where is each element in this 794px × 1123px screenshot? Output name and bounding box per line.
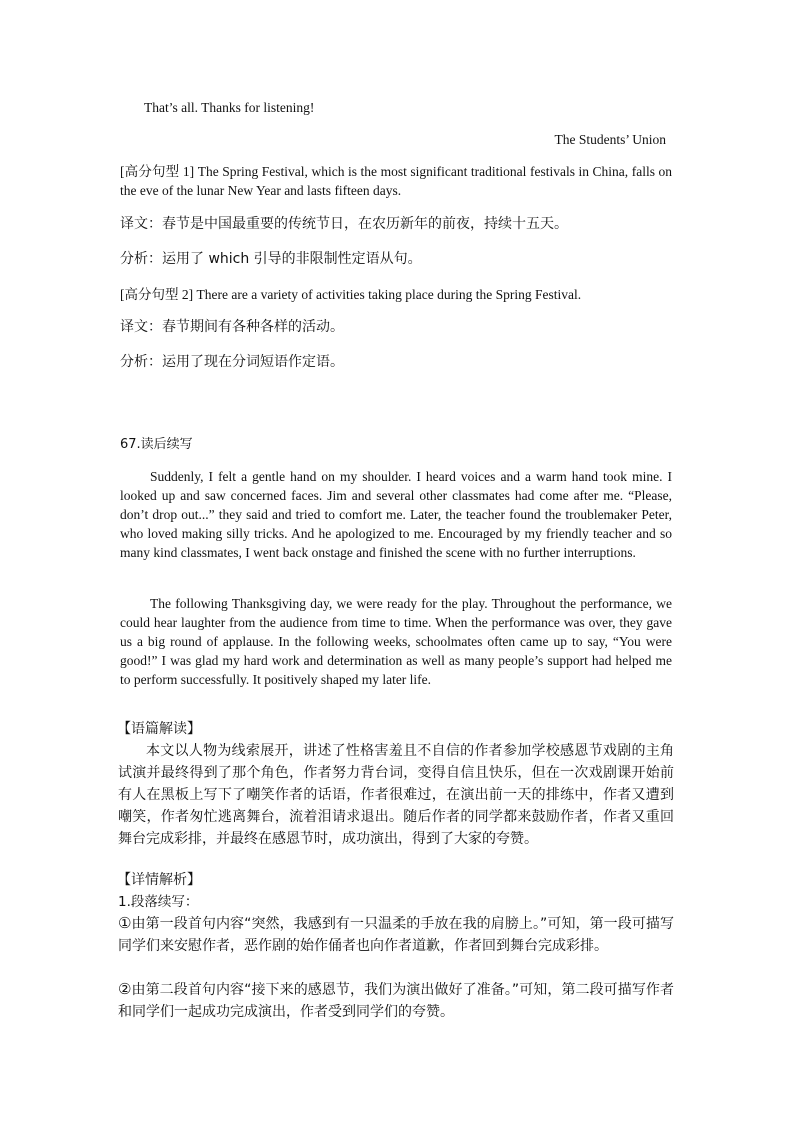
reading-body: 本文以人物为线索展开，讲述了性格害羞且不自信的作者参加学校感恩节戏剧的主角试演并最终得到了那个角色，作者努力背台词，变得自信且快乐，但在一次戏剧课开始前有人在黑板上写下了嘲笑作者的话语，作者很难过，在演出前一天的排练中，作者又遭到嘲笑，作者匆忙逃离舞台，流着泪请求退出。随后作者的同学都来鼓励作者，作者又重回舞台完成彩排，并最终在感恩节时，成功演出，得到了大家的夸赞。	[118, 743, 674, 847]
highlight-analysis-1: 分析：运用了 which 引导的非限制性定语从句。	[120, 251, 422, 267]
item-text: 由第一段首句内容“突然，我感到有一只温柔的手放在我的肩膀上。”可知，第一段可描写同学们来安慰作者，恶作剧的始作俑者也向作者道歉，作者回到舞台完成彩排。	[118, 916, 674, 954]
reading-heading: 【语篇解读】	[117, 721, 201, 737]
analysis-item-2	[118, 978, 674, 1023]
highlight-sentence-2	[120, 285, 672, 304]
analysis-subheading: 1.段落续写：	[118, 894, 199, 910]
highlight-text: There are a variety of activities taking place during the Spring Festival.	[196, 287, 582, 302]
analysis-item-1	[118, 912, 674, 957]
analysis-heading: 【详情解析】	[117, 872, 201, 888]
continuation-paragraph-2: The following Thanksgiving day, we were ready for the play. Throughout the performance, we could hear laughter from the audience from time to time. When the performance was over, they gave us a big round of applause. In the following weeks, schoolmates often came up to say, “You were good!” I was glad my hard work and determination as well as many people’s support had helped me to perform successfully. It positively shaped my later life.	[120, 596, 672, 687]
closing-thanks: That’s all. Thanks for listening!	[144, 100, 315, 115]
highlight-label: [高分句型 2]	[120, 287, 194, 302]
closing-signature: The Students’ Union	[554, 132, 666, 147]
highlight-translation-1: 译文：春节是中国最重要的传统节日，在农历新年的前夜，持续十五天。	[120, 216, 568, 232]
highlight-translation-2: 译文：春节期间有各种各样的活动。	[120, 319, 344, 335]
question-title: 67.读后续写	[120, 437, 193, 452]
item-text: 由第二段首句内容“接下来的感恩节，我们为演出做好了准备。”可知，第二段可描写作者和同学们一起成功完成演出，作者受到同学们的夸赞。	[118, 982, 674, 1020]
continuation-paragraph-1: Suddenly, I felt a gentle hand on my shoulder. I heard voices and a warm hand took mine. I looked up and saw concerned faces. Jim and several other classmates had come after me. “Please, don’t drop out...” they said and tried to comfort me. Later, the teacher found the troublemaker Peter, who loved making silly tricks. And he apologized to me. Encouraged by my friendly teacher and so many kind classmates, I went back onstage and finished the scene with no further interruptions.	[120, 469, 672, 560]
highlight-analysis-2: 分析：运用了现在分词短语作定语。	[120, 354, 344, 370]
item-marker: ①	[118, 914, 132, 932]
highlight-sentence-1	[120, 162, 672, 200]
highlight-label: [高分句型 1]	[120, 164, 195, 179]
item-marker: ②	[118, 980, 132, 998]
highlight-text: The Spring Festival, which is the most significant traditional festivals in China, falls on the eve of the lunar New Year and lasts fifteen days.	[120, 164, 672, 198]
